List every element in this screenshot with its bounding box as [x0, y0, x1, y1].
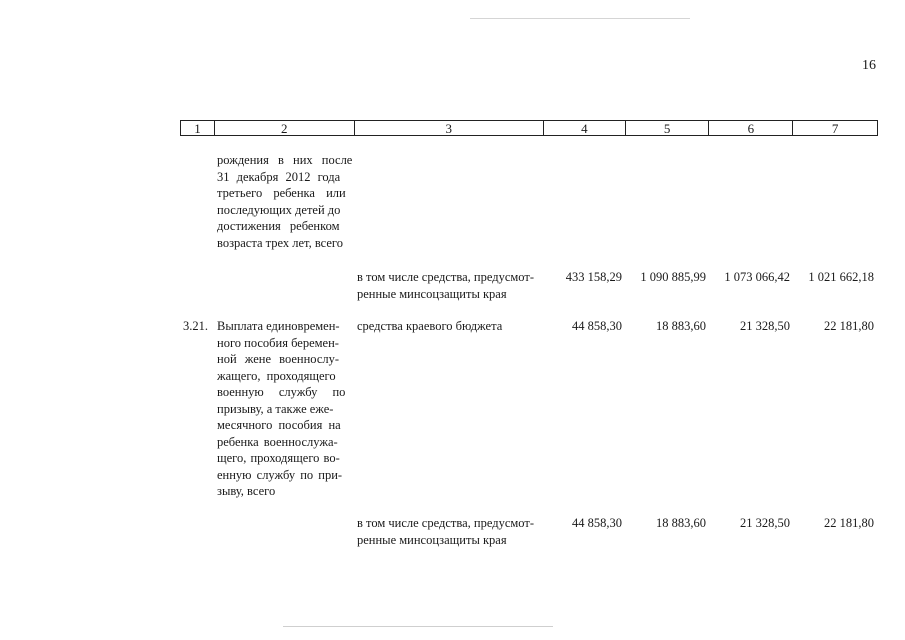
row2b-value-col7: 22 181,80	[824, 516, 874, 530]
row1b-value-col4: 433 158,29	[565, 270, 622, 284]
row2-description	[217, 318, 345, 500]
table-header	[180, 120, 878, 136]
header-col-6: 6	[709, 121, 793, 135]
row2b-source-line: ренные минсоцзащиты края	[357, 532, 507, 547]
row1-desc-line: возраста трех лет, всего	[217, 235, 343, 250]
row2-desc-line: зыву, всего	[217, 484, 276, 498]
row2b-source	[357, 515, 534, 548]
row2-desc-line: ной жене военнослу-	[217, 352, 340, 366]
row1b-value-col5: 1 090 885,99	[640, 270, 706, 284]
header-col-1: 1	[181, 121, 215, 135]
row2-source: средства краевого бюджета	[357, 319, 503, 333]
scan-artifact-bottom	[283, 626, 553, 627]
page-number: 16	[862, 58, 876, 73]
row1-description	[217, 152, 352, 251]
row2-value-col6: 21 328,50	[740, 319, 790, 333]
row2-desc-line: ного пособия беремен-	[217, 335, 339, 350]
row2-desc-line: месячного пособия на	[217, 418, 341, 432]
row1b-source	[357, 269, 534, 302]
row1b-value-col6: 1 073 066,42	[724, 270, 790, 284]
row2-value-col4: 44 858,30	[572, 319, 622, 333]
scan-artifact-top	[470, 18, 690, 19]
header-col-7: 7	[831, 121, 839, 136]
row1-desc-line: последующих детей до	[217, 202, 341, 217]
header-col-4: 4	[544, 121, 626, 135]
row2b-value-col4: 44 858,30	[572, 516, 622, 530]
row1-desc-line: достижения ребенком	[217, 219, 340, 233]
row2-desc-line: военную службу по	[217, 385, 346, 399]
row2-desc-line: призыву, а также еже-	[217, 401, 334, 416]
row1b-source-line: ренные минсоцзащиты края	[357, 286, 507, 301]
row2b-value-col6: 21 328,50	[740, 516, 790, 530]
header-col-3: 3	[355, 121, 544, 135]
row1-desc-line: третьего ребенка или	[217, 186, 346, 200]
row2-desc-line: Выплата единовремен-	[217, 319, 340, 333]
row2-desc-line: енную службу по при-	[217, 467, 343, 482]
row1b-value-col7: 1 021 662,18	[808, 270, 874, 284]
row2-value-col5: 18 883,60	[656, 319, 706, 333]
header-col-5: 5	[626, 121, 710, 135]
row2-desc-line: жащего, проходящего	[217, 368, 336, 383]
row2-desc-line: щего, проходящего во-	[217, 451, 340, 465]
row1-desc-line: рождения в них после	[217, 153, 353, 167]
row2b-value-col5: 18 883,60	[656, 516, 706, 530]
row2-value-col7: 22 181,80	[824, 319, 874, 333]
row2b-source-line: в том числе средства, предусмот-	[357, 516, 534, 530]
row1b-source-line: в том числе средства, предусмот-	[357, 270, 534, 284]
row1-desc-line: 31 декабря 2012 года	[217, 169, 341, 184]
row2-desc-line: ребенка военнослужа-	[217, 434, 338, 449]
row2-number: 3.21.	[183, 319, 208, 333]
header-col-2: 2	[215, 121, 355, 135]
